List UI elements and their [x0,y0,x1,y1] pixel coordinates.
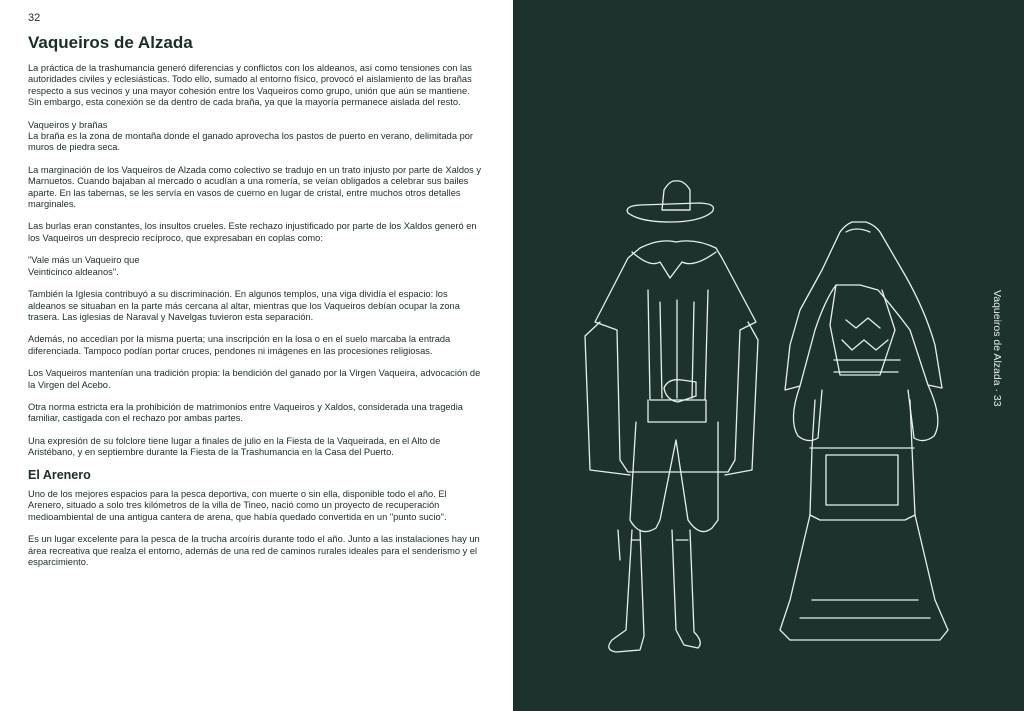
paragraph: Las burlas eran constantes, los insultos crueles. Este rechazo injustificado por parte de los Xaldos generó en los Vaqueiros un desprecio recíproco, que expresaban en coplas como: [28,221,477,243]
paragraph: Una expresión de su folclore tiene lugar a finales de julio en la Fiesta de la Vaqueirada, en el Alto de Aristébano, y en septiembre durante la Fiesta de la Trashumancia en la Casa del Puerto. [28,435,441,458]
page-number: 32 [28,12,41,24]
paragraph: Otra norma estricta era la prohibición de matrimonios entre Vaqueiros y Xaldos, considerada una tragedia familiar, castigada con el rechazo por ambas partes. [28,401,463,424]
paragraph: La marginación de los Vaqueiros de Alzada como colectivo se tradujo en un trato injusto por parte de Xaldos y Marnuetos. Cuando bajaban al mercado o acudían a una romería, se veían obligados a celebrar sus bailes aparte. En las tabernas, se les servía en vasos de cuerno en lugar de cristal, entre muchos otros detalles marginales. [28,164,482,210]
section-heading: El Arenero [28,467,91,482]
running-head-text: Vaqueiros de Alzada · 33 [991,290,1003,407]
costume-illustration [565,180,965,660]
paragraph: También la Iglesia contribuyó a su discriminación. En algunos templos, una viga dividía el espacio: los aldeanos se situaban en la parte más cercana al altar, mientras que los Vaqueiros debían ocupar la zona trasera. Las iglesias de Naraval y Navelgas tuvieron esta separación. [28,289,460,322]
paragraph: Vaqueiros y brañas La braña es la zona de montaña donde el ganado aprovecha los pastos de puerto en verano, delimitada por muros de piedra seca. [28,119,474,153]
paragraph: La práctica de la trashumancia generó diferencias y conflictos con los aldeanos, así como tensiones con las autoridades civiles y eclesiásticas. Todo ello, sumado al entorno físico, provocó el aislamiento de las brañas respecto a sus vecinos y una mayor cohesión entre los Vaqueiros como grupo, unión que aún se mantiene. Sin embargo, esta conexión se da dentro de cada braña, ya que la mayoría permanece aislada del resto. [28,63,472,108]
page-title: Vaqueiros de Alzada [28,33,193,52]
paragraph: Además, no accedían por la misma puerta; una inscripción en la losa o en el suelo marcaba la entrada diferenciada. Tampoco podían portar cruces, pendones ni imágenes en las procesiones religiosas. [28,334,451,356]
paragraph: Es un lugar excelente para la pesca de la trucha arcoíris durante todo el año. Junto a las instalaciones hay un área recreativa que realza el entorno, además de una red de caminos rurales ideales para el senderismo y el esparcimiento. [28,534,480,567]
quote: "Vale más un Vaqueiro que Veinticinco aldeanos". [28,255,140,277]
paragraph: Los Vaqueiros mantenían una tradición propia: la bendición del ganado por la Virgen Vaqueira, advocación de la Virgen del Acebo. [28,368,481,390]
woman-figure [780,222,948,640]
man-figure [585,181,758,652]
body-text [28,63,484,579]
paragraph: Uno de los mejores espacios para la pesca deportiva, con muerte o sin ella, disponible todo el año. El Arenero, situado a solo tres kilómetros de la villa de Tineo, nació como un proyecto de recuperación medioambiental de una antigua cantera de arena, que había quedado convertida en un "punto sucio". [28,488,447,522]
